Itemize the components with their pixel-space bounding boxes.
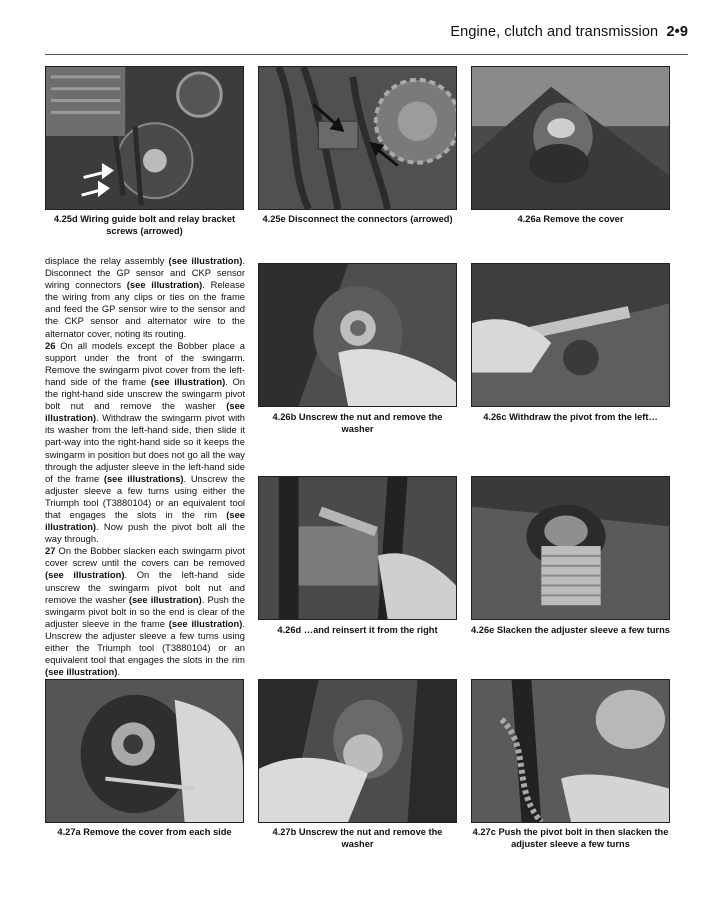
figure-caption-4-26a: 4.26a Remove the cover	[517, 214, 624, 224]
figure-caption-4-26e: 4.26e Slacken the adjuster sleeve a few turns	[471, 625, 670, 635]
figure-caption-4-27b: 4.27b Unscrew the nut and remove the washer	[272, 827, 443, 849]
figure-caption-4-27c: 4.27c Push the pivot bolt in then slacken the adjuster sleeve a few turns	[472, 827, 669, 849]
photo-4-25e	[258, 66, 457, 210]
paragraph: 27 On the Bobber slacken each swingarm pivot cover screw until the covers can be removed (see illustration). On the left-hand side unscrew the swingarm pivot bolt nut and remove the washer (see illustration). Push the swingarm pivot bolt in so the end is clear of the adjuster sleeve in the frame (see illustration). Unscrew the adjuster sleeve a few turns using either the Triumph tool (T3880104) or an equivalent tool that engages the slots in the rim (see illustration).	[45, 545, 245, 678]
paragraph-number: 27	[45, 545, 56, 557]
figure-caption-4-25e: 4.25e Disconnect the connectors (arrowed)	[262, 214, 453, 224]
header-rule	[45, 54, 688, 55]
photo-4-27a	[45, 679, 244, 823]
photo-4-26b	[258, 263, 457, 407]
photo-4-26e	[471, 476, 670, 620]
page-header-title	[450, 24, 688, 40]
paragraph: 26 On all models except the Bobber place a support under the front of the swingarm. Remove the swingarm pivot cover from the left-hand side of the frame (see illustration). On the right-hand side unscrew the swingarm pivot bolt nut and remove the washer (see illustration). Withdraw the swingarm pivot with its washer from the left-hand side, then slide it part-way into the right-hand side so it keeps the swingarm in position but does not go all the way through the adjuster sleeve in the left-hand side of the frame (see illustrations). Unscrew the adjuster sleeve a few turns using either the Triumph tool (T3880104) or an equivalent tool that engages the slots in the rim (see illustration). Now push the pivot bolt all the way through.	[45, 339, 245, 545]
photo-4-27c	[471, 679, 670, 823]
figure-caption-4-26d: 4.26d …and reinsert it from the right	[277, 625, 438, 635]
photo-4-26d	[258, 476, 457, 620]
body-text	[45, 255, 245, 678]
chapter-title: Engine, clutch and transmission	[450, 24, 659, 40]
photo-4-27b	[258, 679, 457, 823]
figure-caption-4-27a: 4.27a Remove the cover from each side	[57, 827, 232, 837]
photo-4-25d	[45, 66, 244, 210]
paragraph-number: 26	[45, 339, 56, 351]
paragraph: displace the relay assembly (see illustration). Disconnect the GP sensor and CKP sensor wiring connectors (see illustration). Release the wiring from any clips or ties on the frame and feed the GP sensor wire to the sensor and the CKP sensor and alternator wire to the alternator cover, noting its routing.	[45, 255, 245, 339]
photo-4-26a	[471, 66, 670, 210]
photo-4-26c	[471, 263, 670, 407]
page-number: 2•9	[666, 24, 688, 40]
figure-caption-4-25d: 4.25d Wiring guide bolt and relay bracket screws (arrowed)	[53, 214, 236, 236]
figure-caption-4-26b: 4.26b Unscrew the nut and remove the washer	[272, 412, 443, 434]
figure-caption-4-26c: 4.26c Withdraw the pivot from the left…	[483, 412, 658, 422]
